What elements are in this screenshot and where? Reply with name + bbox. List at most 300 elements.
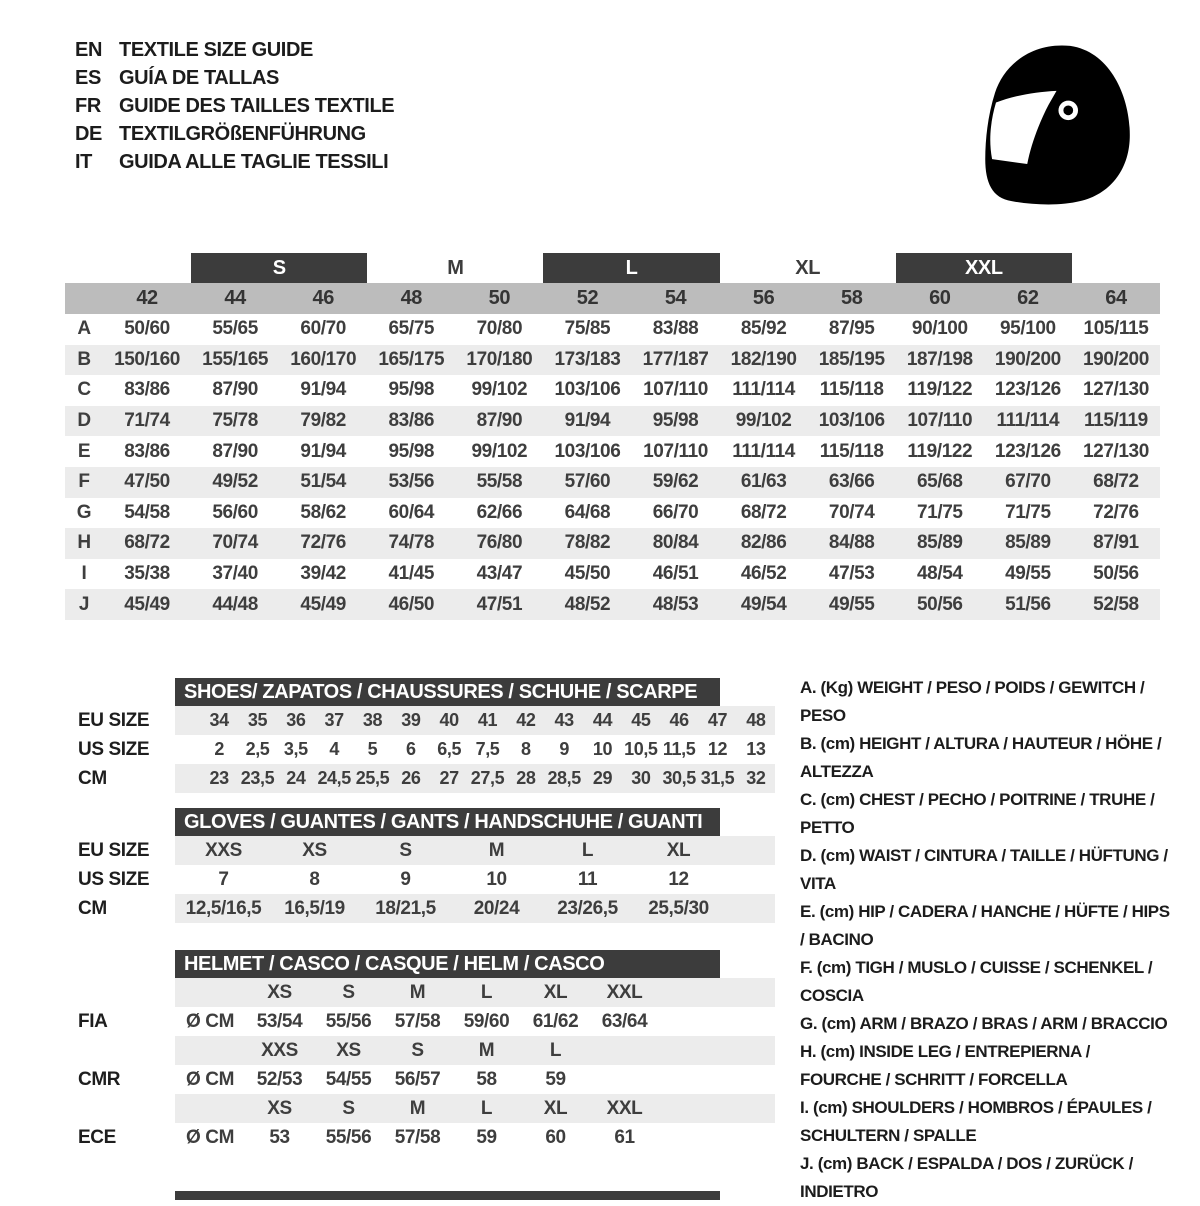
language-row — [75, 36, 394, 64]
helmet-size-cell: XL — [543, 981, 568, 1003]
size-value-cell: 127/130 — [1083, 440, 1149, 462]
shoes-value-cell: 10,5 — [624, 739, 658, 759]
size-value-cell: 72/76 — [279, 528, 367, 559]
measure-row-label: B — [65, 345, 103, 376]
language-code: EN — [75, 38, 102, 61]
language-row — [75, 64, 394, 92]
size-value-cell: 95/100 — [1000, 318, 1056, 340]
size-value-cell: 115/118 — [819, 440, 884, 462]
legend-item: D. (cm) WAIST / CINTURA / TAILLE / HÜFTUNG / VITA — [800, 846, 1168, 893]
size-value-cell: 60/70 — [300, 318, 346, 340]
size-value-cell: 68/72 — [103, 528, 191, 559]
gloves-value-cell: XS — [302, 839, 327, 861]
size-value-cell: 123/126 — [994, 440, 1061, 462]
shoes-value-cell: 38 — [362, 710, 383, 730]
shoes-value-cell: 42 — [516, 710, 536, 730]
shoes-value-cell: 5 — [367, 739, 378, 759]
measure-row-label: E — [77, 440, 91, 462]
size-value-cell: 111/114 — [984, 406, 1072, 437]
helmet-section-header: HELMET / CASCO / CASQUE / HELM / CASCO — [175, 950, 720, 978]
gloves-value-cell: 16,5/19 — [284, 897, 345, 919]
size-value-cell: 90/100 — [911, 318, 968, 340]
size-value-cell: 111/114 — [732, 379, 795, 401]
measure-row-label: F — [65, 467, 103, 498]
language-title: TEXTILE SIZE GUIDE — [119, 38, 313, 61]
shoes-value-cell: 29 — [592, 768, 613, 788]
shoes-row-label: EU SIZE — [78, 710, 150, 731]
measure-row-label: A — [77, 318, 91, 340]
size-value-cell: 76/80 — [455, 528, 543, 559]
size-value-cell: 49/55 — [1005, 563, 1051, 585]
shoes-value-cell: 48 — [746, 710, 766, 730]
measure-row-label: J — [65, 589, 103, 620]
shoes-value-cell: 45 — [631, 710, 651, 730]
size-value-cell: 47/50 — [103, 467, 191, 498]
size-group-xl: XL — [795, 256, 821, 279]
size-value-cell: 99/102 — [471, 440, 528, 462]
helmet-size-cell: M — [409, 981, 426, 1003]
shoes-value-cell: 43 — [554, 710, 574, 730]
shoes-value-cell: 12 — [707, 739, 728, 759]
size-band-cell: 58 — [808, 283, 896, 314]
size-value-cell: 50/56 — [896, 589, 984, 620]
legend-item: E. (cm) HIP / CADERA / HANCHE / HÜFTE / HIPS / BACINO — [800, 902, 1170, 949]
size-band-cell: 52 — [543, 283, 631, 314]
shoes-value-cell: 23,5 — [240, 768, 275, 788]
helmet-value-cell: 63/64 — [601, 1010, 648, 1032]
size-value-cell: 85/89 — [984, 528, 1072, 559]
helmet-size-grid — [175, 1036, 775, 1065]
shoes-value-cell: 26 — [401, 768, 421, 788]
helmet-value-cell: 53/54 — [256, 1010, 303, 1032]
helmet-size-cell: M — [478, 1039, 495, 1061]
size-value-cell: 95/98 — [632, 406, 720, 437]
gloves-value-cell: S — [399, 839, 412, 861]
size-band-cell: 56 — [720, 283, 808, 314]
shoes-value-cell: 27,5 — [470, 768, 505, 788]
shoes-value-cell: 36 — [286, 710, 306, 730]
shoes-value-cell: 7,5 — [475, 739, 500, 759]
shoes-section-header: SHOES/ ZAPATOS / CHAUSSURES / SCHUHE / SCARPE — [175, 678, 720, 706]
size-value-cell: 173/183 — [543, 345, 631, 376]
size-value-cell: 75/85 — [564, 318, 611, 340]
size-value-cell: 49/55 — [808, 589, 896, 620]
size-value-cell: 62/66 — [476, 501, 523, 523]
size-value-cell: 58/62 — [300, 501, 346, 523]
helmet-size-cell: XS — [267, 981, 292, 1003]
shoes-value-cell: 24,5 — [317, 768, 351, 788]
size-band-cell: 44 — [191, 283, 279, 314]
gloves-row-band — [175, 836, 775, 865]
shoes-value-cell: 31,5 — [700, 768, 735, 788]
shoes-value-cell: 39 — [401, 710, 421, 730]
shoes-value-cell: 28,5 — [547, 768, 581, 788]
size-value-cell: 91/94 — [300, 379, 346, 401]
helmet-size-cell: XXL — [606, 1097, 643, 1119]
size-group-s: S — [191, 253, 367, 283]
size-value-cell: 87/95 — [828, 318, 875, 340]
helmet-value-cell: 54/55 — [325, 1068, 372, 1090]
shoes-value-cell: 4 — [329, 739, 339, 759]
helmet-value-cell: 59/60 — [463, 1010, 510, 1032]
legend-item: A. (Kg) WEIGHT / PESO / POIDS / GEWITCH / PESO — [800, 678, 1145, 725]
measure-row-label: D — [65, 406, 103, 437]
size-value-cell: 68/72 — [740, 501, 787, 523]
size-value-cell: 115/119 — [1072, 406, 1160, 437]
helmet-size-cell: XXS — [261, 1039, 298, 1061]
shoes-value-cell: 28 — [516, 768, 536, 788]
helmet-unit-cell: Ø CM — [185, 1068, 234, 1090]
gloves-row-label: EU SIZE — [78, 840, 150, 861]
helmet-size-cell: L — [480, 981, 493, 1003]
size-band-cell: 50 — [455, 283, 543, 314]
helmet-unit-cell: Ø CM — [185, 1010, 234, 1032]
standard-label-cmr: CMR — [78, 1069, 121, 1090]
size-value-cell: 87/90 — [212, 379, 258, 401]
gloves-row-grid — [175, 865, 775, 894]
helmet-size-cell: XS — [267, 1097, 292, 1119]
standard-label-ece: ECE — [78, 1127, 116, 1148]
shoes-value-cell: 44 — [592, 710, 613, 730]
size-value-cell: 61/63 — [720, 467, 808, 498]
helmet-size-cell: XXL — [606, 981, 643, 1003]
size-value-cell: 55/65 — [212, 318, 258, 340]
shoes-value-cell: 24 — [286, 768, 306, 788]
size-value-cell: 87/91 — [1072, 528, 1160, 559]
measure-row-label: I — [81, 563, 87, 585]
shoes-value-cell: 9 — [559, 739, 569, 759]
size-value-cell: 53/56 — [367, 467, 455, 498]
shoes-value-cell: 25,5 — [355, 768, 390, 788]
helmet-size-cell: L — [480, 1097, 493, 1119]
size-band-cell: 62 — [984, 283, 1072, 314]
size-value-cell: 70/74 — [828, 501, 875, 523]
gloves-value-cell: 9 — [400, 868, 411, 890]
helmet-value-cell: 52/53 — [256, 1068, 303, 1090]
shoes-value-cell: 41 — [477, 710, 498, 730]
size-band-cell: 60 — [896, 283, 984, 314]
gloves-row-label: US SIZE — [78, 869, 150, 890]
gloves-row-grid — [175, 836, 775, 865]
shoes-row-band — [175, 735, 775, 764]
helmet-size-grid — [175, 978, 775, 1007]
measure-row-label: C — [77, 379, 91, 401]
size-value-cell: 91/94 — [300, 440, 346, 462]
language-code: DE — [75, 122, 102, 145]
size-value-cell: 91/94 — [543, 406, 631, 437]
size-band-cell: 46 — [279, 283, 367, 314]
shoes-row-band — [175, 764, 775, 793]
size-value-cell: 46/50 — [367, 589, 455, 620]
size-value-cell: 65/68 — [896, 467, 984, 498]
helmet-size-cell: M — [409, 1097, 426, 1119]
size-value-cell: 87/90 — [455, 406, 543, 437]
shoes-value-cell: 10 — [592, 739, 613, 759]
size-value-cell: 46/51 — [652, 563, 699, 585]
legend-item: B. (cm) HEIGHT / ALTURA / HAUTEUR / HÖHE / ALTEZZA — [800, 734, 1162, 781]
language-block — [75, 36, 394, 176]
language-code: IT — [75, 150, 92, 173]
language-title: GUIDA ALLE TAGLIE TESSILI — [119, 150, 389, 173]
size-value-cell: 75/78 — [191, 406, 279, 437]
size-value-cell: 43/47 — [476, 563, 523, 585]
helmet-size-cell: XS — [336, 1039, 361, 1061]
gloves-value-cell: XL — [666, 839, 691, 861]
size-value-cell: 68/72 — [1072, 467, 1160, 498]
helmet-value-band — [175, 1065, 775, 1094]
gloves-row-label: CM — [78, 898, 107, 919]
size-value-cell: 72/76 — [1093, 501, 1139, 523]
size-value-cell: 123/126 — [994, 379, 1061, 401]
shoes-value-cell: 30 — [631, 768, 651, 788]
size-value-cell: 78/82 — [543, 528, 631, 559]
gloves-value-cell: 18/21,5 — [375, 897, 436, 919]
gloves-value-cell: 7 — [218, 868, 229, 890]
size-value-cell: 47/51 — [455, 589, 543, 620]
helmet-size-grid — [175, 1094, 775, 1123]
size-value-cell: 83/88 — [652, 318, 699, 340]
size-group-xxl: XXL — [896, 253, 1072, 283]
size-value-cell: 85/92 — [740, 318, 787, 340]
shoes-value-cell: 23 — [209, 768, 229, 788]
helmet-value-band — [175, 1007, 775, 1036]
size-value-cell: 99/102 — [471, 379, 528, 401]
helmet-unit-cell: Ø CM — [185, 1126, 234, 1148]
legend-item: F. (cm) TIGH / MUSLO / CUISSE / SCHENKEL / COSCIA — [800, 958, 1153, 1005]
gloves-value-cell: XXS — [205, 839, 242, 861]
helmet-value-grid — [175, 1123, 775, 1152]
size-value-cell: 107/110 — [896, 406, 984, 437]
gloves-row-band — [175, 894, 775, 923]
language-row — [75, 148, 394, 176]
size-value-cell: 170/180 — [455, 345, 543, 376]
language-code: FR — [75, 94, 101, 117]
shoes-row-grid — [175, 706, 775, 735]
helmet-size-cell: L — [549, 1039, 562, 1061]
size-value-cell: 95/98 — [388, 440, 435, 462]
size-value-cell: 105/115 — [1083, 318, 1149, 340]
size-value-cell: 57/60 — [543, 467, 631, 498]
gloves-value-cell: L — [581, 839, 594, 861]
helmet-size-band — [175, 978, 775, 1007]
size-value-cell: 160/170 — [279, 345, 367, 376]
language-title: GUIDE DES TAILLES TEXTILE — [119, 94, 395, 117]
size-value-cell: 48/52 — [543, 589, 631, 620]
helmet-unit-spacer — [175, 1036, 245, 1065]
gloves-value-cell: M — [488, 839, 505, 861]
size-value-cell: 67/70 — [984, 467, 1072, 498]
language-title: TEXTILGRÖßENFÜHRUNG — [119, 122, 366, 145]
size-value-cell: 99/102 — [720, 406, 808, 437]
helmet-value-band — [175, 1123, 775, 1152]
shoes-value-cell: 8 — [521, 739, 531, 759]
helmet-size-cell: S — [342, 981, 355, 1003]
measurement-legend — [800, 674, 1172, 1206]
helmet-value-cell: 59 — [545, 1068, 566, 1090]
size-value-cell: 83/86 — [124, 440, 170, 462]
gloves-value-cell: 23/26,5 — [557, 897, 618, 919]
helmet-size-band — [175, 1036, 775, 1065]
language-row — [75, 120, 394, 148]
size-value-cell: 127/130 — [1083, 379, 1149, 401]
standard-label-fia: FIA — [78, 1011, 108, 1032]
measure-row-label: G — [76, 501, 92, 523]
size-value-cell: 83/86 — [367, 406, 455, 437]
shoes-row-grid — [175, 735, 775, 764]
shoes-value-cell: 27 — [439, 768, 459, 788]
language-title: GUÍA DE TALLAS — [119, 66, 279, 89]
size-value-cell: 84/88 — [808, 528, 896, 559]
shoes-value-cell: 2,5 — [245, 739, 270, 759]
size-value-cell: 44/48 — [191, 589, 279, 620]
shoes-value-cell: 11,5 — [662, 739, 696, 759]
helmet-value-cell: 56/57 — [394, 1068, 441, 1090]
shoes-value-cell: 47 — [707, 710, 728, 730]
language-row — [75, 92, 394, 120]
helmet-value-cell: 57/58 — [394, 1126, 441, 1148]
size-value-cell: 71/75 — [1005, 501, 1051, 523]
size-value-cell: 185/195 — [808, 345, 896, 376]
size-group-m: M — [447, 256, 464, 279]
gloves-value-cell: 25,5/30 — [648, 897, 709, 919]
size-value-cell: 103/106 — [808, 406, 896, 437]
gloves-value-cell: 8 — [309, 868, 320, 890]
legend-item: G. (cm) ARM / BRAZO / BRAS / ARM / BRACCIO — [800, 1014, 1168, 1033]
size-value-cell: 51/56 — [984, 589, 1072, 620]
size-value-cell: 49/52 — [191, 467, 279, 498]
shoes-value-cell: 3,5 — [283, 739, 308, 759]
size-value-cell: 71/75 — [917, 501, 963, 523]
size-value-cell: 119/122 — [907, 440, 973, 462]
size-value-cell: 103/106 — [554, 440, 621, 462]
helmet-value-cell: 55/56 — [325, 1126, 372, 1148]
size-value-cell: 50/60 — [124, 318, 170, 340]
size-value-cell: 82/86 — [720, 528, 808, 559]
size-value-cell: 45/49 — [279, 589, 367, 620]
helmet-size-band — [175, 1094, 775, 1123]
shoes-value-cell: 32 — [746, 768, 766, 788]
size-value-cell: 60/64 — [388, 501, 435, 523]
size-band-cell: 54 — [632, 283, 720, 314]
gloves-section-header: GLOVES / GUANTES / GANTS / HANDSCHUHE / GUANTI — [175, 808, 720, 836]
size-value-cell: 103/106 — [554, 379, 621, 401]
legend-item: H. (cm) INSIDE LEG / ENTREPIERNA / FOURCHE / SCHRITT / FORCELLA — [800, 1042, 1090, 1089]
size-value-cell: 45/50 — [564, 563, 611, 585]
size-value-cell: 111/114 — [732, 440, 795, 462]
size-value-cell: 41/45 — [388, 563, 435, 585]
helmet-size-cell: S — [342, 1097, 355, 1119]
size-value-cell: 80/84 — [632, 528, 720, 559]
gloves-row-band — [175, 865, 775, 894]
measure-row-label: H — [65, 528, 103, 559]
helmet-value-cell: 59 — [476, 1126, 497, 1148]
shoes-row-label: CM — [78, 768, 107, 789]
size-value-cell: 70/74 — [191, 528, 279, 559]
size-group-l: L — [543, 253, 719, 283]
size-value-cell: 115/118 — [819, 379, 884, 401]
shoes-value-cell: 6 — [406, 739, 416, 759]
helmet-unit-spacer — [175, 978, 245, 1007]
gloves-value-cell: 10 — [486, 868, 507, 890]
gloves-value-cell: 12,5/16,5 — [185, 897, 262, 919]
size-value-cell: 55/58 — [455, 467, 543, 498]
size-value-cell: 48/53 — [632, 589, 720, 620]
size-value-cell: 54/58 — [124, 501, 170, 523]
helmet-value-cell: 55/56 — [325, 1010, 372, 1032]
shoes-value-cell: 37 — [324, 710, 344, 730]
cropped-next-section-bar — [175, 1191, 720, 1200]
size-band-cell: 64 — [1072, 283, 1160, 314]
size-value-cell: 48/54 — [917, 563, 963, 585]
size-value-cell: 190/200 — [1072, 345, 1160, 376]
legend-item: J. (cm) BACK / ESPALDA / DOS / ZURÜCK / INDIETRO — [800, 1154, 1133, 1201]
size-value-cell: 59/62 — [632, 467, 720, 498]
gloves-value-cell: 11 — [577, 868, 598, 890]
legend-item: C. (cm) CHEST / PECHO / POITRINE / TRUHE / PETTO — [800, 790, 1155, 837]
size-value-cell: 155/165 — [191, 345, 279, 376]
size-value-cell: 45/49 — [103, 589, 191, 620]
gloves-value-cell: 12 — [668, 868, 689, 890]
size-value-cell: 87/90 — [212, 440, 258, 462]
helmet-value-cell: 61 — [614, 1126, 635, 1148]
size-value-cell: 47/53 — [828, 563, 875, 585]
size-value-cell: 66/70 — [652, 501, 699, 523]
size-value-cell: 190/200 — [984, 345, 1072, 376]
size-value-cell: 182/190 — [720, 345, 808, 376]
size-value-cell: 187/198 — [896, 345, 984, 376]
legend-item: I. (cm) SHOULDERS / HOMBROS / ÉPAULES / SCHULTERN / SPALLE — [800, 1098, 1152, 1145]
size-value-cell: 107/110 — [643, 379, 708, 401]
helmet-unit-spacer — [175, 1094, 245, 1123]
size-value-cell: 51/54 — [279, 467, 367, 498]
helmet-value-cell: 53 — [269, 1126, 290, 1148]
helmet-value-cell: 61/62 — [532, 1010, 579, 1032]
size-value-cell: 37/40 — [212, 563, 258, 585]
shoes-value-cell: 35 — [247, 710, 268, 730]
size-value-cell: 177/187 — [632, 345, 720, 376]
shoes-row-band — [175, 706, 775, 735]
shoes-row-label: US SIZE — [78, 739, 150, 760]
gloves-value-cell: 20/24 — [473, 897, 520, 919]
helmet-value-grid — [175, 1007, 775, 1036]
size-value-cell: 79/82 — [279, 406, 367, 437]
size-value-cell: 39/42 — [300, 563, 346, 585]
size-value-cell: 74/78 — [367, 528, 455, 559]
shoes-value-cell: 13 — [746, 739, 766, 759]
helmet-value-grid — [175, 1065, 775, 1094]
racing-helmet-icon — [982, 42, 1134, 208]
size-value-cell: 49/54 — [720, 589, 808, 620]
size-value-cell: 85/89 — [896, 528, 984, 559]
shoes-value-cell: 6,5 — [437, 739, 462, 759]
size-value-cell: 107/110 — [643, 440, 708, 462]
shoes-value-cell: 2 — [214, 739, 224, 759]
size-value-cell: 95/98 — [388, 379, 435, 401]
size-value-cell: 56/60 — [212, 501, 258, 523]
size-value-cell: 35/38 — [124, 563, 170, 585]
size-band-cell: 42 — [103, 283, 191, 314]
shoes-value-cell: 34 — [209, 710, 229, 730]
size-value-cell: 71/74 — [103, 406, 191, 437]
size-value-cell: 165/175 — [367, 345, 455, 376]
helmet-value-cell: 58 — [476, 1068, 497, 1090]
size-value-cell: 50/56 — [1093, 563, 1139, 585]
helmet-value-cell: 57/58 — [394, 1010, 441, 1032]
shoes-value-cell: 40 — [439, 710, 459, 730]
size-value-cell: 52/58 — [1072, 589, 1160, 620]
shoes-value-cell: 30,5 — [662, 768, 696, 788]
helmet-value-cell: 60 — [545, 1126, 566, 1148]
